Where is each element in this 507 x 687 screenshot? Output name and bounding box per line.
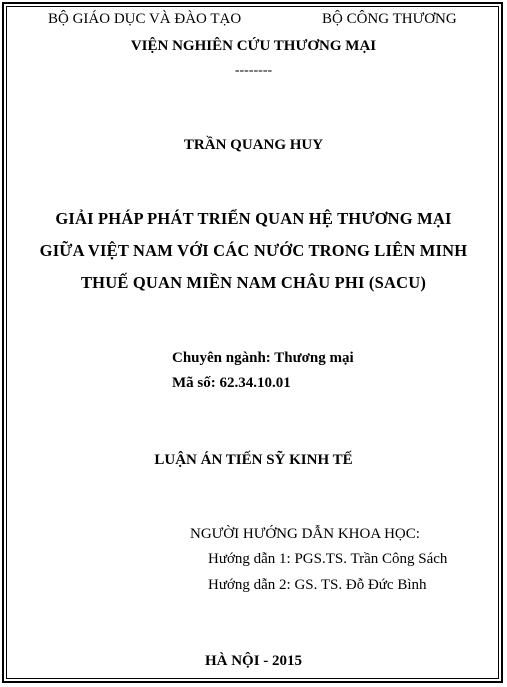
author-name: TRẦN QUANG HUY bbox=[183, 137, 324, 153]
ministry-right: BỘ CÔNG THƯƠNG bbox=[322, 11, 457, 27]
place-year: HÀ NỘI - 2015 bbox=[204, 653, 303, 669]
institute-name: VIỆN NGHIÊN CỨU THƯƠNG MẠI bbox=[130, 38, 377, 54]
thesis-title-line-1: GIẢI PHÁP PHÁT TRIỂN QUAN HỆ THƯƠNG MẠI bbox=[55, 209, 452, 228]
advisor-2: Hướng dẫn 2: GS. TS. Đỗ Đức Bình bbox=[208, 577, 427, 593]
specialization: Chuyên ngành: Thương mại bbox=[172, 350, 354, 366]
thesis-type: LUẬN ÁN TIẾN SỸ KINH TẾ bbox=[154, 452, 353, 468]
thesis-title-line-3: THUẾ QUAN MIỀN NAM CHÂU PHI (SACU) bbox=[80, 273, 427, 292]
specialization-code: Mã số: 62.34.10.01 bbox=[172, 375, 291, 391]
advisor-1: Hướng dẫn 1: PGS.TS. Trần Công Sách bbox=[208, 551, 448, 567]
header-divider: -------- bbox=[234, 63, 273, 78]
ministry-left: BỘ GIÁO DỤC VÀ ĐÀO TẠO bbox=[48, 11, 242, 27]
thesis-title-line-2: GIỮA VIỆT NAM VỚI CÁC NƯỚC TRONG LIÊN MINH bbox=[39, 241, 468, 260]
advisors-heading: NGƯỜI HƯỚNG DẪN KHOA HỌC: bbox=[190, 526, 420, 542]
